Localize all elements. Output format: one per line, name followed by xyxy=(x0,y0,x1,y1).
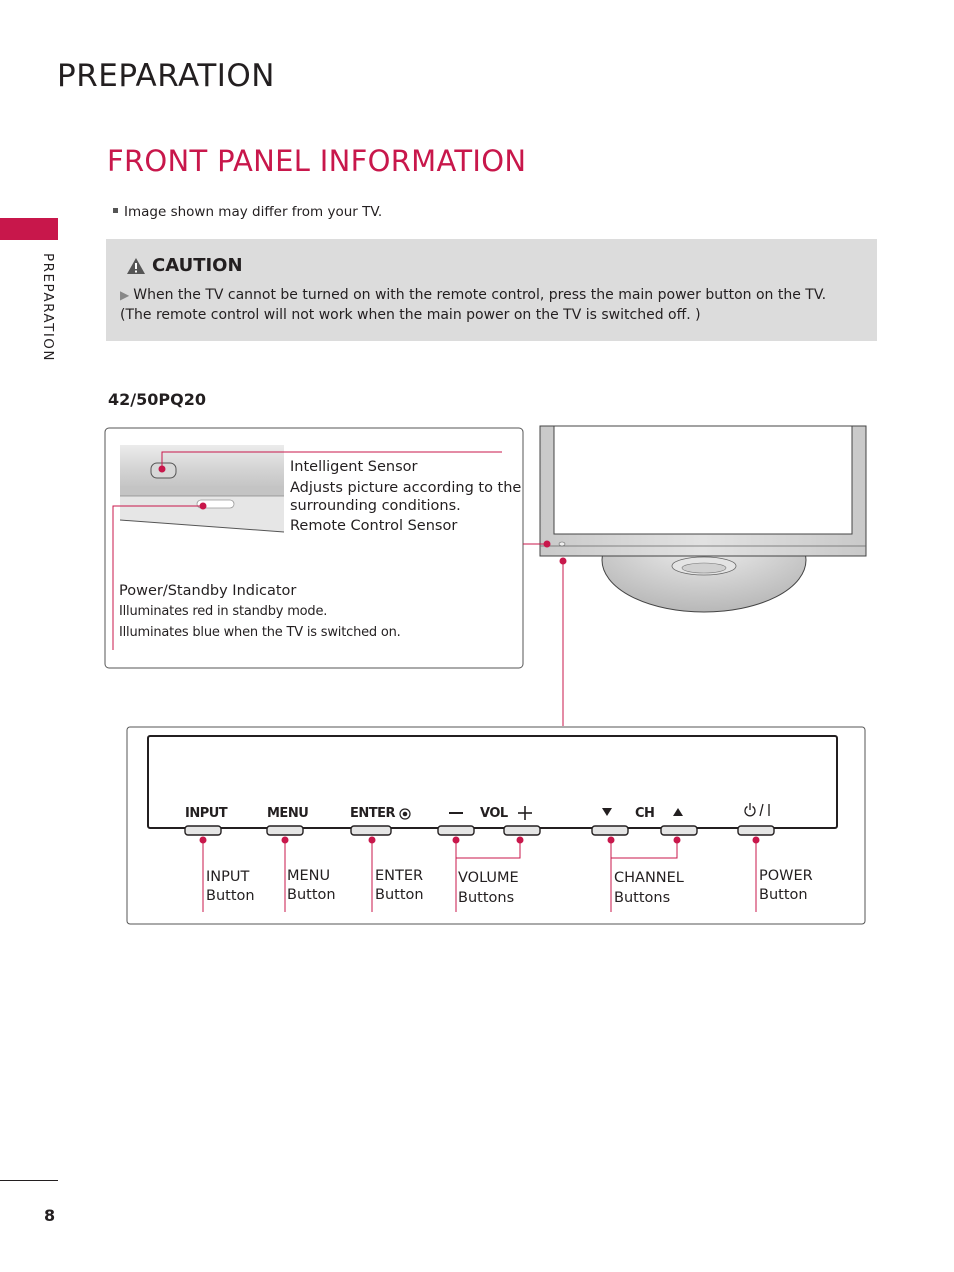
intelligent-sensor-dot xyxy=(159,466,166,473)
power-button-label xyxy=(759,867,813,905)
intelligent-sensor-desc-2: surrounding conditions. xyxy=(290,498,461,514)
channel-buttons-label xyxy=(614,868,684,908)
page-title: FRONT PANEL INFORMATION xyxy=(107,144,527,178)
panel-label-vol: VOL xyxy=(480,806,508,821)
enter-button-line-2: Button xyxy=(375,887,424,903)
power-indicator-line-1: Illuminates red in standby mode. xyxy=(119,604,328,619)
tv-leader-lines xyxy=(523,544,563,726)
side-section-label: PREPARATION xyxy=(40,253,56,363)
enter-button-line-1: ENTER xyxy=(375,868,424,884)
header-section-title: PREPARATION xyxy=(57,58,275,94)
tv-drawing xyxy=(540,426,866,612)
caution-body: When the TV cannot be turned on with the remote control, press the main power button on the TV. (The remote control will not work when the main power on the TV is switched off. ) xyxy=(120,287,827,323)
image-note-text: Image shown may differ from your TV. xyxy=(124,204,383,220)
panel-label-ch: CH xyxy=(635,806,655,821)
volume-buttons-line-1: VOLUME xyxy=(458,870,519,886)
page-number-rule xyxy=(0,1180,58,1181)
power-indicator-dot xyxy=(200,503,207,510)
input-button-label xyxy=(206,868,255,906)
menu-button-line-1: MENU xyxy=(287,868,331,884)
bezel-closeup xyxy=(120,445,284,532)
tv-sensor-dot xyxy=(544,541,551,548)
panel-label-enter: ENTER xyxy=(350,806,396,821)
intelligent-sensor-title: Intelligent Sensor xyxy=(290,459,418,475)
channel-buttons-line-1: CHANNEL xyxy=(614,870,684,886)
menu-button-label xyxy=(287,867,336,905)
volume-buttons-line-2: Buttons xyxy=(458,890,515,906)
remote-sensor-title: Remote Control Sensor xyxy=(290,518,458,534)
panel-label-menu: MENU xyxy=(267,806,309,821)
channel-buttons-line-2: Buttons xyxy=(614,890,671,906)
enter-button-label xyxy=(375,867,424,905)
power-indicator-title: Power/Standby Indicator xyxy=(119,583,297,599)
triangle-right-icon: ▶ xyxy=(120,288,130,302)
input-button-line-1: INPUT xyxy=(206,869,250,885)
model-number: 42/50PQ20 xyxy=(108,390,206,409)
power-button-line-2: Button xyxy=(759,887,808,903)
menu-button-line-2: Button xyxy=(287,887,336,903)
input-button-line-2: Button xyxy=(206,888,255,904)
tv-panel-dot xyxy=(560,558,567,565)
intelligent-sensor-desc-1: Adjusts picture according to the xyxy=(290,480,522,496)
power-button-line-1: POWER xyxy=(759,868,813,884)
power-indicator-line-2: Illuminates blue when the TV is switched on. xyxy=(119,625,401,640)
page-number: 8 xyxy=(44,1206,56,1225)
panel-label-input: INPUT xyxy=(185,806,228,821)
caution-heading-text: CAUTION xyxy=(152,255,243,276)
volume-buttons-label xyxy=(458,868,519,908)
